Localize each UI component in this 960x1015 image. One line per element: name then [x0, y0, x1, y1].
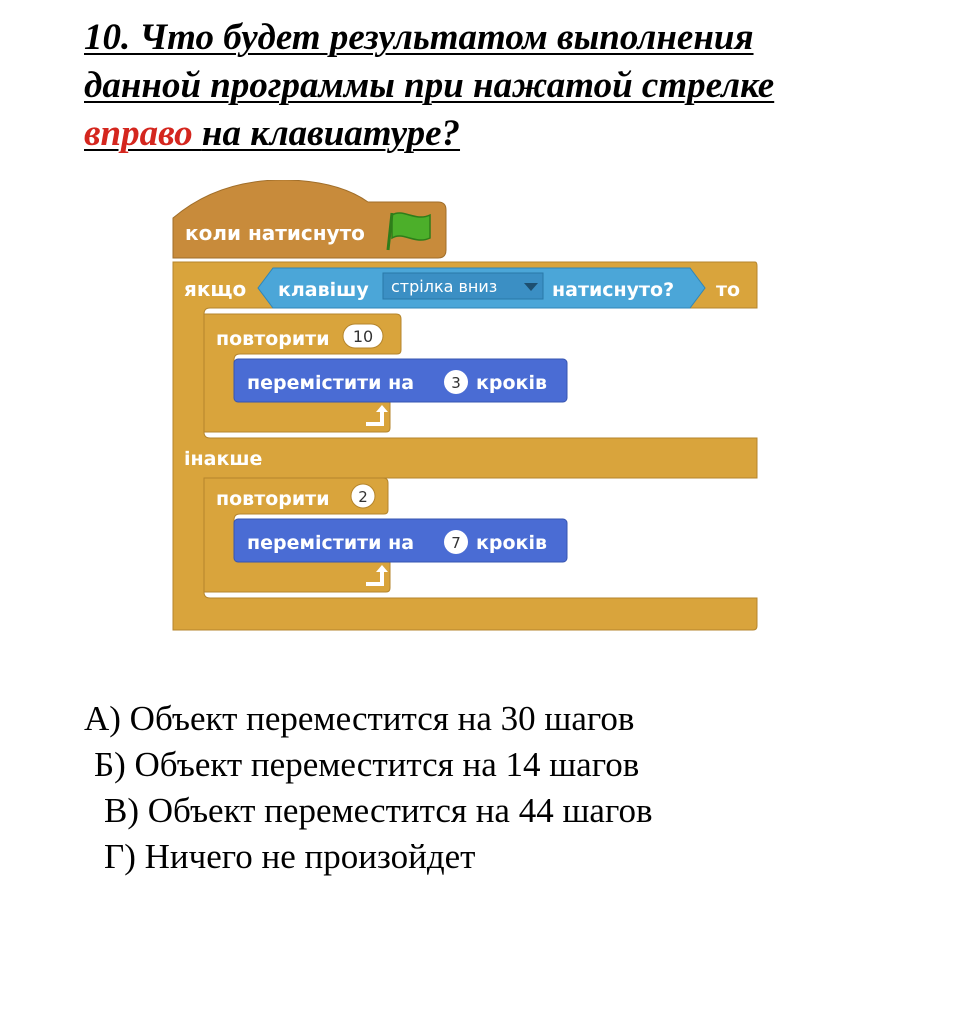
then-label: то [716, 279, 741, 301]
else-label: інакше [184, 448, 263, 470]
direction-highlight: вправо [84, 113, 202, 154]
question-line-2: данной программы при нажатой стрелке [84, 65, 775, 106]
answer-b: Б) Объект переместится на 14 шагов [94, 745, 640, 784]
move-2-unit: кроків [476, 532, 547, 554]
repeat-1-count: 10 [352, 327, 374, 346]
answer-options [84, 696, 652, 880]
move-2-steps: 7 [451, 534, 461, 552]
move-1-unit: кроків [476, 372, 547, 394]
move-1-label: перемістити на [247, 372, 415, 394]
hat-label: коли натиснуто [185, 221, 365, 245]
question-text [84, 14, 884, 158]
repeat-1-label: повторити [216, 328, 330, 350]
key-dropdown-value: стрілка вниз [391, 277, 498, 296]
answer-d: Г) Ничего не произойдет [104, 837, 476, 876]
pressed-label: натиснуто? [552, 279, 675, 301]
move-2-label: перемістити на [247, 532, 415, 554]
move-1-steps: 3 [451, 374, 461, 392]
repeat-2-count: 2 [358, 488, 368, 506]
if-label: якщо [184, 277, 247, 301]
key-label: клавішу [278, 279, 369, 301]
question-line-1: 10. Что будет результатом выполнения [84, 17, 754, 58]
answer-c: В) Объект переместится на 44 шагов [104, 791, 653, 830]
question-line-3 [84, 110, 884, 158]
question-line-3-rest: на клавиатуре? [201, 113, 461, 154]
scratch-program [170, 180, 770, 650]
answer-a: А) Объект переместится на 30 шагов [84, 699, 635, 738]
repeat-2-label: повторити [216, 488, 330, 510]
